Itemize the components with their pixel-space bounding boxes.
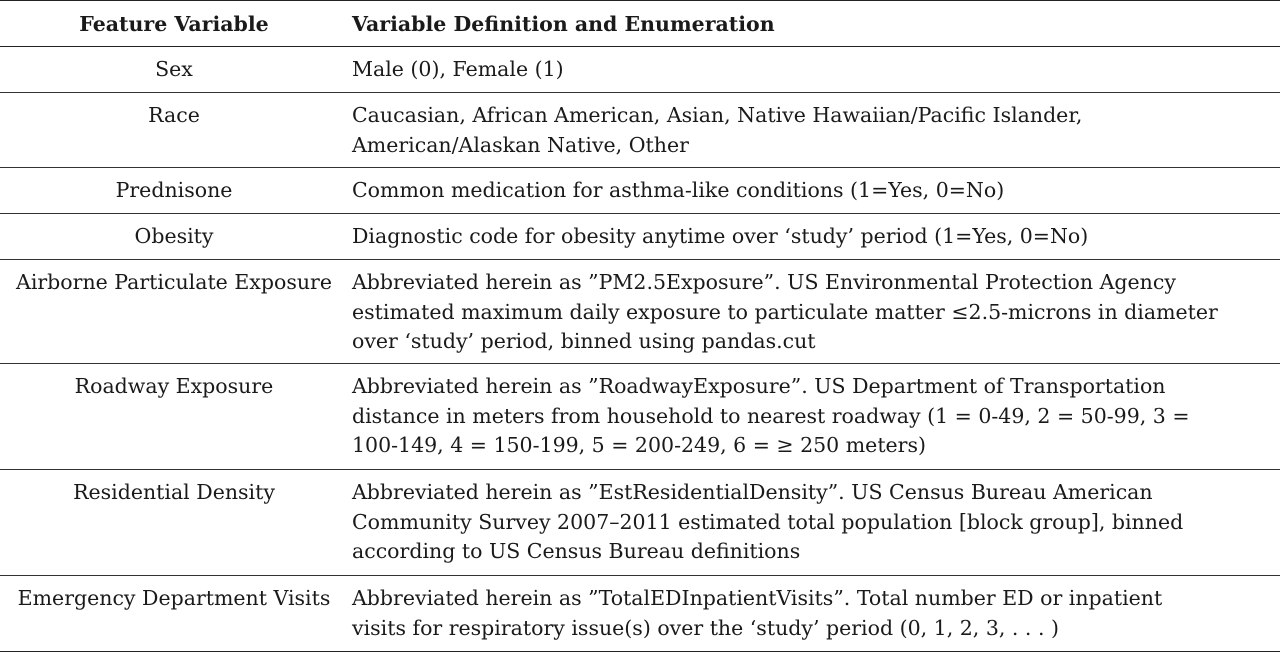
table-row [0, 168, 1280, 214]
definition-line: estimated maximum daily exposure to particulate matter ≤2.5-microns in diameter [352, 299, 1218, 324]
definition-line: Abbreviated herein as ”PM2.5Exposure”. US Environmental Protection Agency [352, 270, 1176, 294]
row-name: Roadway Exposure [0, 364, 348, 470]
table-row [0, 93, 1280, 168]
definition-line: Diagnostic code for obesity anytime over ‘study’ period (1=Yes, 0=No) [352, 224, 1089, 248]
definition-line: according to US Census Bureau definitions [352, 539, 801, 563]
definition-line: Caucasian, African American, Asian, Native Hawaiian/Pacific Islander, [352, 103, 1083, 127]
row-name: Prednisone [0, 168, 348, 214]
row-definition [348, 576, 1280, 652]
definition-line: Abbreviated herein as ”RoadwayExposure”. US Department of Transportation [352, 374, 1166, 398]
row-name: Airborne Particulate Exposure [0, 260, 348, 364]
row-name: Emergency Department Visits [0, 576, 348, 652]
definition-line: distance in meters from household to nearest roadway (1 = 0-49, 2 = 50-99, 3 = [352, 403, 1190, 428]
header-variable-definition: Variable Definition and Enumeration [348, 1, 1280, 47]
table-header-row [0, 1, 1280, 47]
definition-line: Common medication for asthma-like conditions (1=Yes, 0=No) [352, 178, 1005, 202]
table-row [0, 260, 1280, 364]
table-row [0, 470, 1280, 576]
table-row [0, 214, 1280, 260]
definition-line: Abbreviated herein as ”EstResidentialDensity”. US Census Bureau American [352, 480, 1153, 504]
row-name: Sex [0, 47, 348, 93]
definition-line: 100-149, 4 = 150-199, 5 = 200-249, 6 = ≥ 250 meters) [352, 433, 926, 457]
row-definition [348, 260, 1280, 364]
definition-line: Male (0), Female (1) [352, 57, 564, 81]
table-row [0, 364, 1280, 470]
row-definition [348, 93, 1280, 168]
row-definition [348, 47, 1280, 93]
row-name: Obesity [0, 214, 348, 260]
row-definition [348, 214, 1280, 260]
definition-line: Community Survey 2007–2011 estimated total population [block group], binned [352, 509, 1184, 534]
row-definition [348, 364, 1280, 470]
row-definition [348, 470, 1280, 576]
definition-line: visits for respiratory issue(s) over the ‘study’ period (0, 1, 2, 3, . . . ) [352, 615, 1059, 640]
row-name: Race [0, 93, 348, 168]
row-definition [348, 168, 1280, 214]
header-feature-variable: Feature Variable [0, 1, 348, 47]
definition-line: Abbreviated herein as ”TotalEDInpatientVisits”. Total number ED or inpatient [352, 586, 1163, 610]
row-name: Residential Density [0, 470, 348, 576]
table-row [0, 47, 1280, 93]
definition-line: over ‘study’ period, binned using pandas.cut [352, 329, 816, 353]
definition-line: American/Alaskan Native, Other [352, 132, 689, 157]
table-row [0, 576, 1280, 652]
